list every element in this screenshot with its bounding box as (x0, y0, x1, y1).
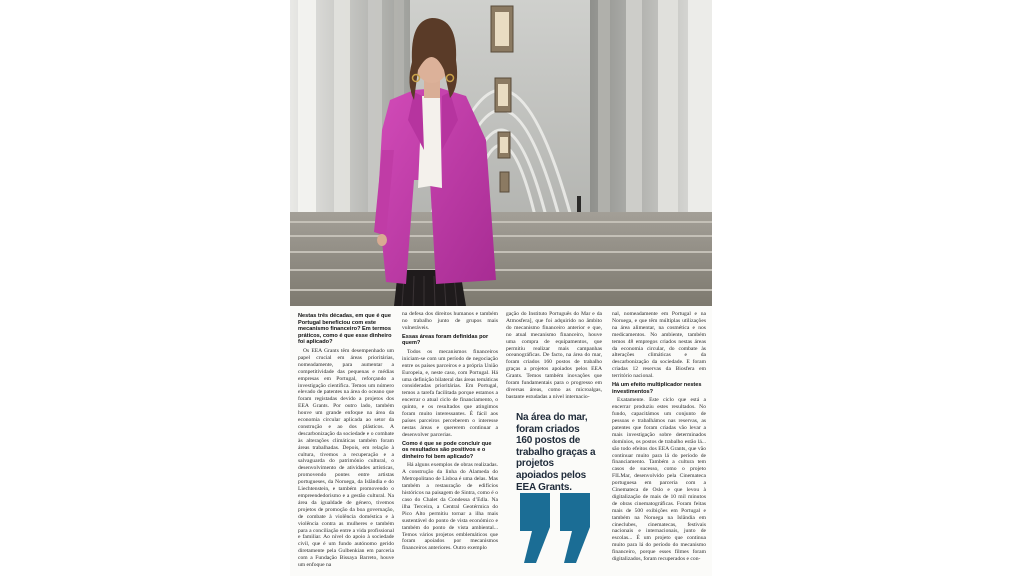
body-paragraph: Todos os mecanismos financeiros iniciam-se com um período de negociação entre os países parceiros e a própria União Europeia, e, neste caso, com Portugal. Há uma definição bilateral das áreas temáticas consideradas prioritárias. Em Portugal, temos a tarefa facilitada porque estamos a encerrar o atual ciclo de financiamento, o quinto, e os resultados que atingimos foram muito interessantes. É fácil aos países parceiros perceberem o interesse nestas áreas e quererem continuar a desenvolver parcerias. (402, 348, 498, 438)
article-photo (290, 0, 712, 306)
body-paragraph: Os EEA Grants têm desempenhado um papel crucial em áreas prioritárias, nomeadamente, para aumentar a competitividade das pequenas e médias empresas em Portugal, reforçando a investigação científica. Temos um número elevado de patentes na área do oceano que foram registadas devido a projetos dos EEA Grants. Por outro lado, também houve um grande enfoque na área da economia circular aplicada ao setor da construção e ao dos plásticos. A descarbonização da sociedade e o combate às alterações climáticas também foram áreas trabalhadas. Depois, em relação à cultura, tivemos a recuperação e a salvaguarda do património cultural, o desenvolvimento de atividades artísticas, promovendo pontes entre artistas portugueses, da Noruega, da Islândia e do Liechtenstein, e também promovendo o empreendedorismo e a gestão cultural. Na área da igualdade de género, tivemos projetos de promoção da boa governação, de combate à violência doméstica e à violência contra as mulheres e também para a conciliação entre a vida profissional e familiar. Ao nível do apoio à sociedade civil, que é um fundo autónomo gerido diretamente pela Gulbenkian em parceria com a Fundação Bissaya Barreto, houve um enfoque na (298, 347, 394, 569)
interview-question: Há um efeito multiplicador nestes investimentos? (612, 382, 702, 395)
interview-question: Como é que se pode concluir que os resultados são positivos e o dinheiro foi bem aplicado? (402, 440, 492, 460)
article-column-2 (402, 311, 498, 576)
body-paragraph: nal, nomeadamente em Portugal e na Noruega, e que têm múltiplas utilizações na área alimentar, na cosmética e nos medicamentos. No ambiente, também temos 48 empregos criados nestas áreas da economia circular, do combate às alterações climáticas e da descarbonização da sociedade. E foram criadas 12 reservas da Biosfera em território nacional. (612, 311, 706, 380)
newspaper-page (290, 0, 712, 576)
pull-quote: Na área do mar, foram criados 160 postos de trabalho graças a projetos apoiados pelos EEA Grants. (516, 412, 596, 493)
article-column-4 (612, 311, 706, 576)
article-column-3 (506, 311, 602, 403)
photo-woman-pink-blazer (290, 0, 712, 306)
article-column-1 (298, 311, 394, 576)
body-paragraph: na defesa dos direitos humanos e também no trabalho junto de grupos mais vulneráveis. (402, 311, 498, 331)
body-paragraph: Há alguns exemplos de obras realizadas. A construção da linha do Alameda do Metropolitano de Lisboa é uma delas. Mas também a restauração de edifícios históricos na paisagem de Sintra, como é o caso do Chalet da Condessa d’Edla. Na ilha Terceira, a Central Geotérmica do Pico Alto permitiu tornar a ilha mais sustentável do ponto de vista económico e também do ponto de vista ambiental... Temos vários projetos emblemáticos que foram apoiados por mecanismos financeiros anteriores. Outro exemplo (402, 462, 498, 552)
interview-question: Nestas três décadas, em que é que Portugal beneficiou com este mecanismo financeiro? Em termos práticos, como é que esse dinheiro foi aplicado? (298, 313, 392, 346)
closing-quote-icon (516, 493, 596, 563)
body-paragraph: gação do Instituto Português do Mar e da Atmosfera], que foi adquirido no âmbito do mecanismo financeiro anterior e que, no atual mecanismo financeiro, houve uma compra de equipamentos, que permitiu realizar mais campanhas oceanográficas. De facto, na área do mar, foram criados 160 postos de trabalho graças a projetos apoiados pelos EEA Grants. Temos também inovações que foram fundamentais para o progresso em diversas áreas, como as microalgas, bastante estudadas a nível internacio- (506, 311, 602, 400)
body-paragraph: Exatamente. Este ciclo que está a encerrar produziu estes resultados. No fundo, capacitámos um conjunto de pessoas e trabalhámos nas reservas, as patentes que foram criadas vão levar a mais investigação sobre determinados domínios, os postos de trabalho estão lá... são todo efeitos dos EEA Grants, que vão continuar muito para lá do período de financiamento. Também a cultura tem casos de sucesso, como o projeto FILMar, desenvolvido pela Cinemateca portuguesa em parceria com a Cinemateca de Oslo e que levou à digitalização de mais de 10 mil minutos de obras cinematográficas. Foram feitas mais de 500 exibições em Portugal e também na Noruega na Islândia em cineclubes, cinematecas, festivais nacionais e internacionais, junto de escolas... É um projeto que continua muito para lá do período do mecanismo financeiro, porque esses filmes foram digitalizados, foram recuperados e con- (612, 397, 706, 563)
interview-question: Essas áreas foram definidas por quem? (402, 333, 489, 347)
